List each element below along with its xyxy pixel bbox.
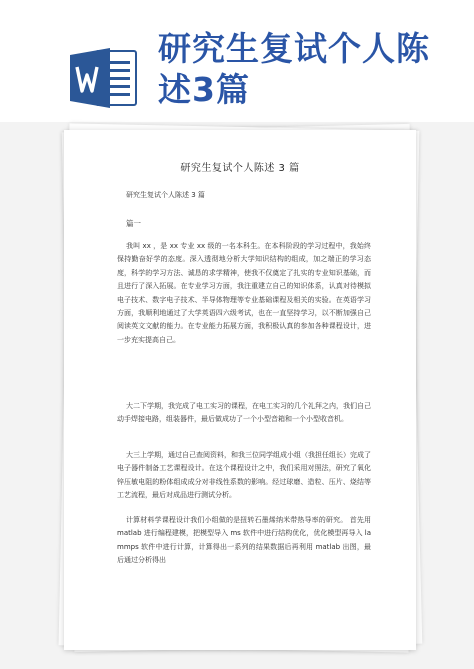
document-page [64, 130, 416, 650]
document-subtitle: 研究生复试个人陈述 3 篇 [126, 191, 205, 199]
banner [0, 0, 474, 122]
document-title: 研究生复试个人陈述 3 篇 [180, 163, 300, 174]
paragraph: 大二下学期，我完成了电工实习的课程，在电工实习的几个礼拜之内，我们自己动手焊接电路，组装器件，最后做成功了一个小型音箱和一个小型收音机。 [117, 402, 371, 424]
word-document-icon [70, 45, 140, 111]
banner-title: 研究生复试个人陈述3篇 [158, 29, 430, 109]
paragraph: 计算材料学课程设计我们小组做的是扭转石墨烯纳米带热导率的研究。 首先用 matlab 进行编程建模，把模型导入 ms 软件中进行结构优化，优化模型再导入 lammps 软件中进行计算，计算得出一系列的结果数据后再利用 matlab 出图，最后通过分析得出 [117, 516, 371, 565]
paragraph: 大三上学期，通过自己查阅资料，和我三位同学组成小组（我担任组长）完成了电子器件制备工艺课程设计。在这个课程设计之中，我们采用对照法，研究了氧化锌压敏电阻的粉体组成成分对非线性系数的影响。经过球磨、造粒、压片、烧结等工艺流程，最后对成品进行测试分析。 [117, 451, 371, 500]
paragraph: 我叫 xx ，是 xx 专业 xx 级的一名本科生。在本科阶段的学习过程中，我始终保持勤奋好学的态度。深入透彻地分析大学知识结构的组成，加之端正的学习态度，科学的学习方法、诚恳的求学精神，使我不仅奠定了扎实的专业知识基础，而且进行了深入拓展。在专业学习方面，我注重建立自己的知识体系，认真对待模拟电子技术、数字电子技术、半导体物理等专业基础课程及相关的实验。在英语学习方面，我顺利地通过了大学英语四六级考试，也在一直坚持学习，以不断加强自己阅读英文文献的能力。在专业能力拓展方面，我积极认真的参加各种课程设计，进一步充实提高自己。 [117, 242, 371, 344]
section-heading: 篇一 [126, 219, 141, 228]
